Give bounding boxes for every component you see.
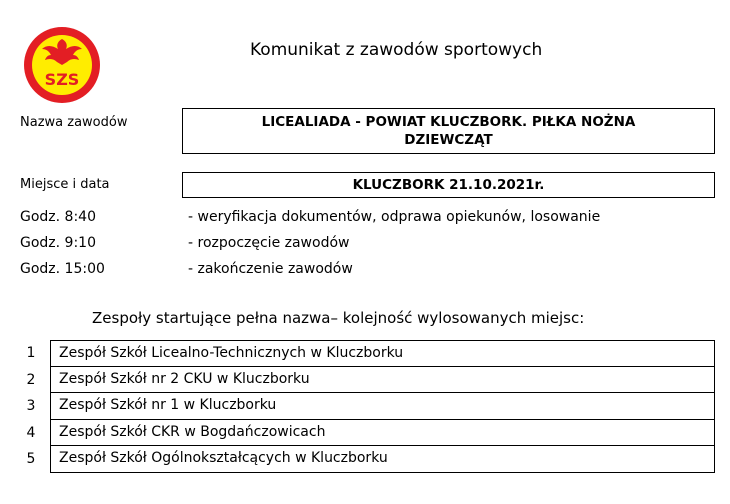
team-row [20, 446, 715, 473]
team-number: 1 [26, 345, 36, 361]
competition-label: Nazwa zawodów [20, 115, 128, 130]
team-row [20, 393, 715, 420]
team-row [20, 420, 715, 447]
team-name: Zespół Szkół Ogólnokształcących w Kluczborku [50, 446, 715, 473]
logo-text: SZS [44, 70, 80, 89]
schedule-desc-3: - zakończenie zawodów [188, 261, 353, 277]
schedule-desc-2: - rozpoczęcie zawodów [188, 235, 350, 251]
place-date-value: KLUCZBORK 21.10.2021r. [352, 177, 545, 193]
team-name: Zespół Szkół nr 1 w Kluczborku [50, 393, 715, 420]
competition-name-line2: DZIEWCZĄT [404, 132, 493, 148]
page-title: Komunikat z zawodów sportowych [250, 40, 543, 60]
team-number: 5 [26, 451, 36, 468]
team-name: Zespół Szkół nr 2 CKU w Kluczborku [50, 367, 715, 394]
competition-name-line1: LICEALIADA - POWIAT KLUCZBORK. PIŁKA NOŻNA [261, 114, 636, 130]
szs-logo [22, 25, 102, 105]
schedule-time-3: Godz. 15:00 [20, 261, 105, 277]
team-row [20, 340, 715, 367]
schedule-time-1: Godz. 8:40 [20, 209, 96, 225]
team-number: 2 [26, 371, 36, 388]
schedule-time-2: Godz. 9:10 [20, 235, 96, 251]
competition-name-box [182, 108, 715, 154]
team-name: Zespół Szkół CKR w Bogdańczowicach [50, 420, 715, 447]
place-date-label: Miejsce i data [20, 177, 110, 192]
team-number: 4 [26, 424, 36, 441]
place-date-box [182, 172, 715, 198]
schedule-desc-1: - weryfikacja dokumentów, odprawa opiekunów, losowanie [188, 209, 601, 225]
team-row [20, 367, 715, 394]
teams-heading: Zespoły startujące pełna nazwa– kolejność wylosowanych miejsc: [92, 309, 585, 327]
team-name: Zespół Szkół Licealno-Technicznych w Kluczborku [50, 340, 715, 367]
team-number: 3 [26, 398, 36, 415]
teams-list [20, 340, 715, 473]
